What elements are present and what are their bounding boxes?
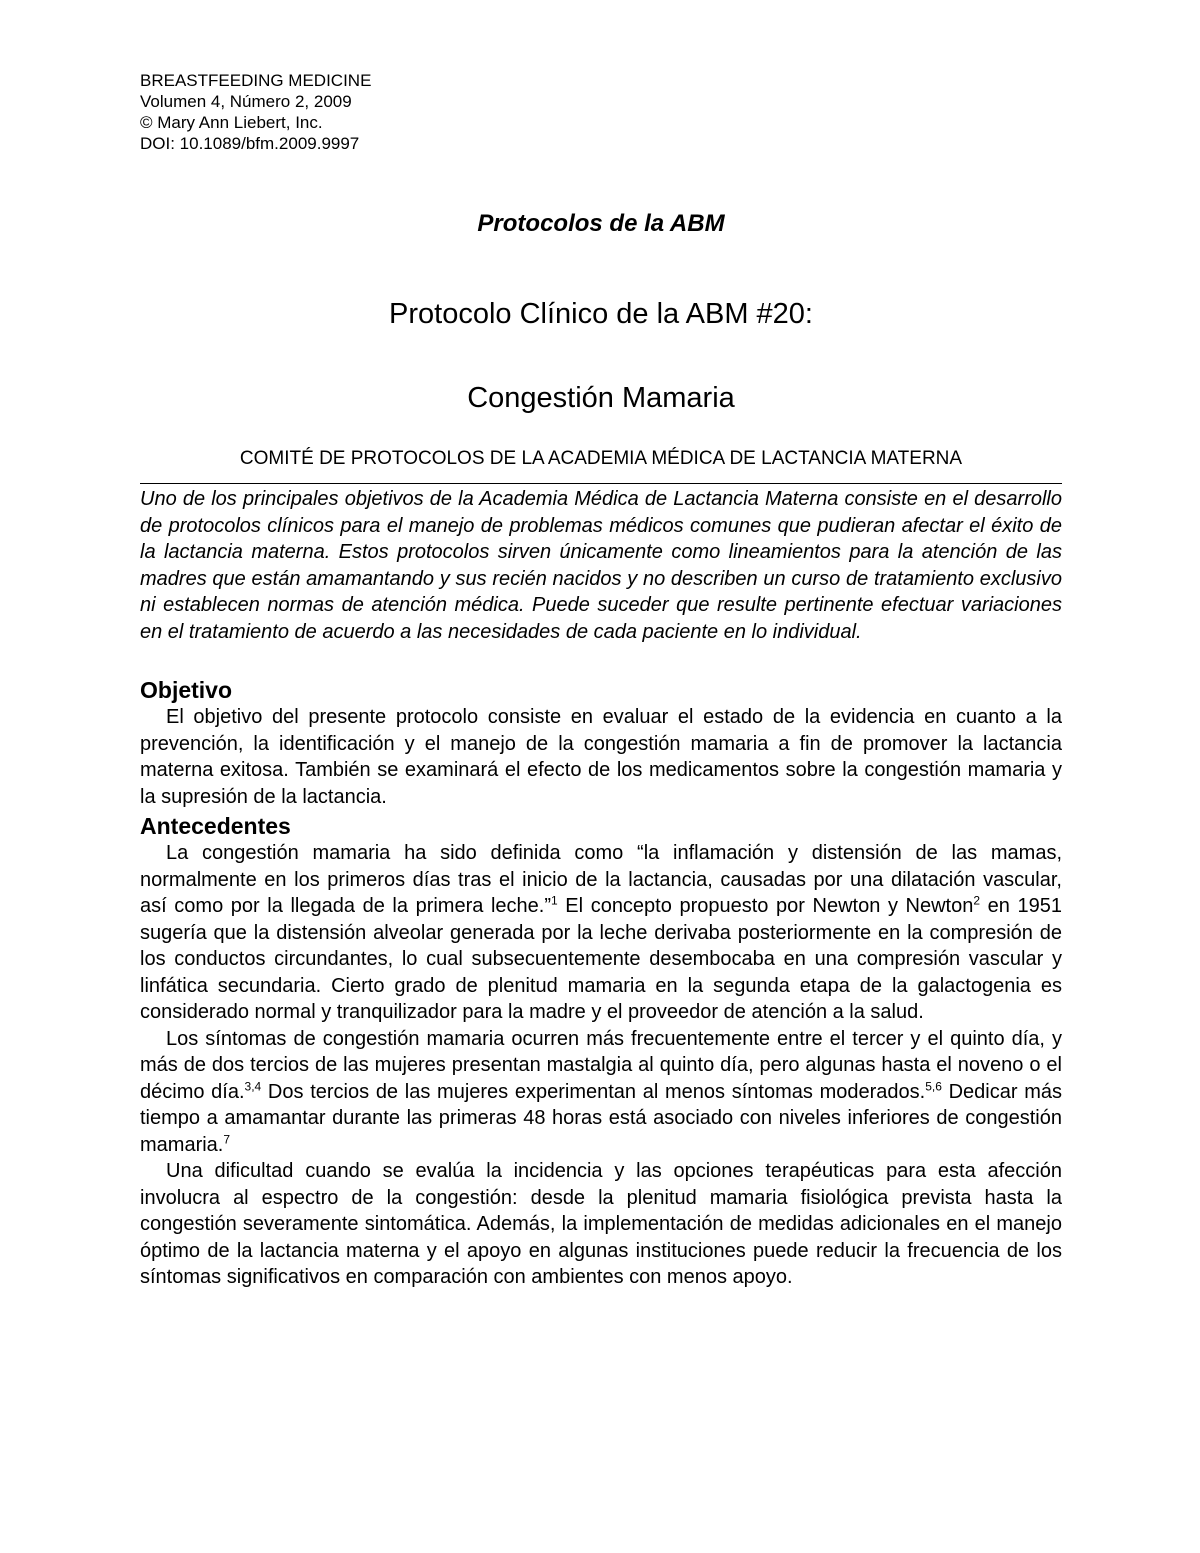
heading-objetivo: Objetivo <box>140 677 233 703</box>
reference-superscript: 3,4 <box>244 1078 262 1093</box>
journal-volume: Volumen 4, Número 2, 2009 <box>140 92 352 111</box>
article-body <box>140 676 1062 1291</box>
reference-superscript: 1 <box>551 893 558 908</box>
paragraph-antecedentes-1 <box>140 840 1062 1026</box>
section-label: Protocolos de la ABM <box>477 210 725 237</box>
journal-name: BREASTFEEDING MEDICINE <box>140 71 372 90</box>
paragraph-antecedentes-3: Una dificultad cuando se evalúa la incidencia y las opciones terapéuticas para esta afección involucra al espectro de la congestión: desde la plenitud mamaria fisiológica prevista hasta la congestión severamente sintomática. Además, la implementación de medidas adicionales en el manejo óptimo de la lactancia materna y el apoyo en algunas instituciones puede reducir la frecuencia de los síntomas significativos en comparación con ambientes con menos apoyo. <box>140 1160 1062 1288</box>
text-segment: Dos tercios de las mujeres experimentan al menos síntomas moderados. <box>261 1080 926 1103</box>
paragraph-antecedentes-2 <box>140 1026 1062 1159</box>
reference-superscript: 2 <box>973 893 981 908</box>
document-page <box>140 70 1063 1288</box>
protocol-title: Protocolo Clínico de la ABM #20: <box>389 298 813 330</box>
disclaimer-text: Uno de los principales objetivos de la Academia Médica de Lactancia Materna consiste en el desarrollo de protocolos clínicos para el manejo de problemas médicos comunes que pudieran afectar el éxito de la lactancia materna. Estos protocolos sirven únicamente como lineamientos para la atención de las madres que están amamantando y sus recién nacidos y no describen un curso de tratamiento exclusivo ni establecen normas de atención médica. Puede suceder que resulte pertinente efectuar variaciones en el tratamiento de acuerdo a las necesidades de cada paciente en lo individual. <box>140 488 1062 643</box>
reference-superscript: 7 <box>223 1131 231 1146</box>
text-segment: El concepto propuesto por Newton y Newton <box>557 895 974 917</box>
text-segment: Los síntomas de congestión mamaria ocurren más frecuentemente entre el tercer y el quinto día, y más de dos tercios de las mujeres presentan mastalgia al quinto día, pero algunas hasta el noveno o el décimo día. <box>140 1027 1062 1103</box>
divider-rule <box>140 483 1062 484</box>
protocol-subtitle: Congestión Mamaria <box>467 382 735 414</box>
text-segment: en 1951 sugería que la distensión alveolar generada por la leche derivaba posteriormente en la compresión de los conductos circundantes, lo cual subsecuentemente desembocaba en una compresión vascular y linfática secundaria. Cierto grado de plenitud mamaria en la segunda etapa de la galactogenia es considerado normal y tranquilizador para la madre y el proveedor de atención a la salud. <box>140 895 1062 1023</box>
paragraph-objetivo: El objetivo del presente protocolo consiste en evaluar el estado de la evidencia en cuanto a la prevención, la identificación y el manejo de la congestión mamaria a fin de promover la lactancia materna exitosa. También se examinará el efecto de los medicamentos sobre la congestión mamaria y la supresión de la lactancia. <box>140 706 1062 808</box>
committee-name: COMITÉ DE PROTOCOLOS DE LA ACADEMIA MÉDICA DE LACTANCIA MATERNA <box>239 448 963 469</box>
journal-doi: DOI: 10.1089/bfm.2009.9997 <box>140 134 360 153</box>
heading-antecedentes: Antecedentes <box>140 813 291 839</box>
text-segment: La congestión mamaria ha sido definida como “la inflamación y distensión de las mamas, normalmente en los primeros días tras el inicio de la lactancia, causadas por una dilatación vascular, así como por la llegada de la primera leche.” <box>140 842 1062 917</box>
reference-superscript: 5,6 <box>925 1078 942 1093</box>
text-segment: Dedicar más tiempo a amamantar durante las primeras 48 horas está asociado con niveles inferiores de congestión mamaria. <box>140 1080 1063 1156</box>
journal-copyright: © Mary Ann Liebert, Inc. <box>140 113 323 132</box>
journal-header <box>140 70 1062 154</box>
